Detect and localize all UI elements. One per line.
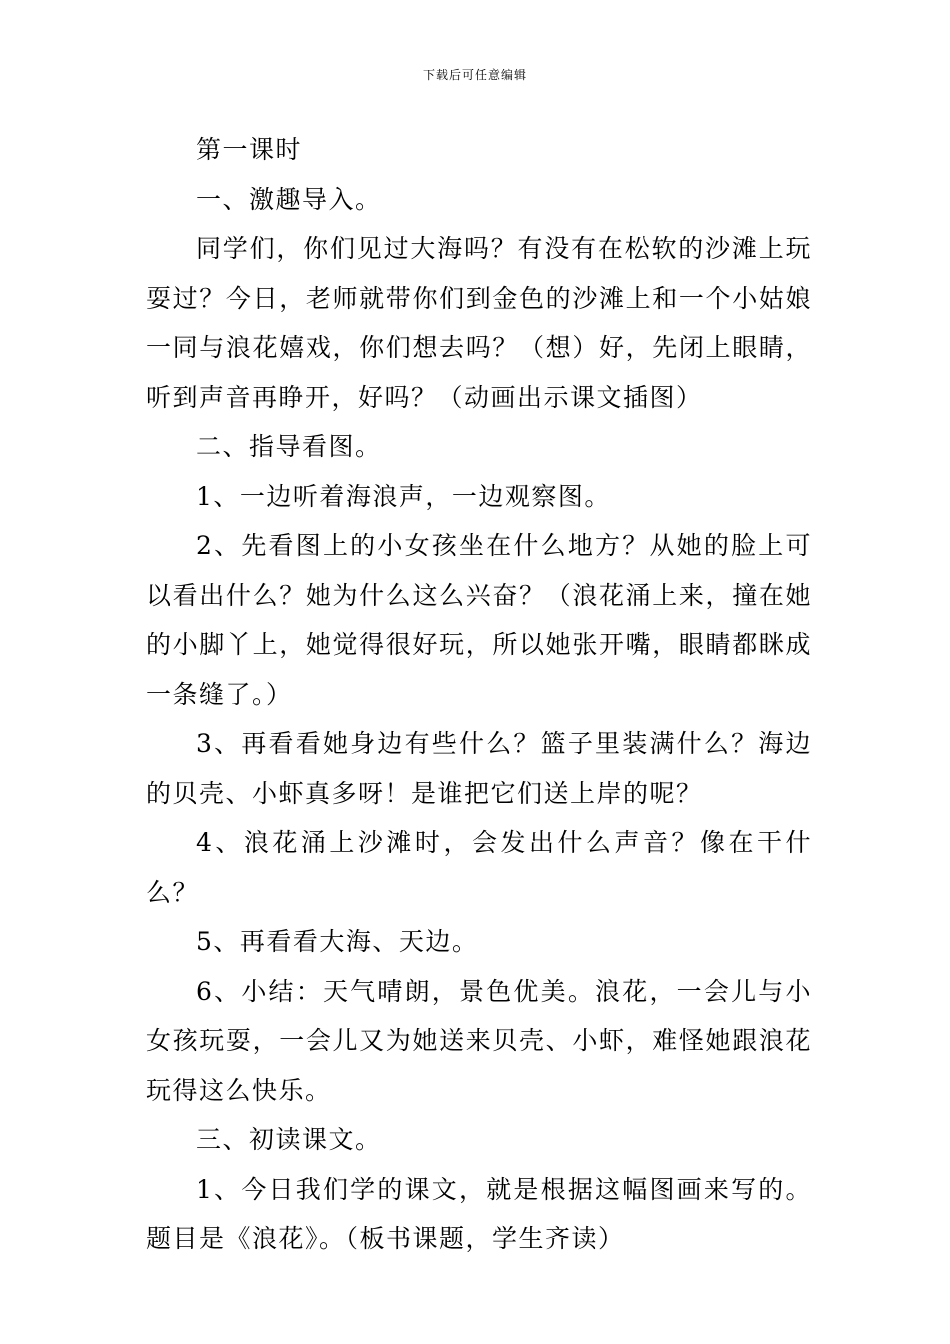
section-heading-first-reading: 三、初读课文。: [196, 1125, 382, 1154]
list-item-1: 1、一边听着海浪声，一边观察图。: [196, 481, 611, 511]
list-item-4: 4、浪花涌上沙滩时，会发出什么声音？像在干什么？: [146, 828, 812, 907]
list-item-2: 2、先看图上的小女孩坐在什么地方？从她的脸上可以看出什么？她为什么这么兴奋？（浪花涌上来，撞在她的小脚丫上，她觉得很好玩，所以她张开嘴，眼睛都眯成一条缝了。）: [146, 531, 812, 709]
paragraph-intro-dialogue: 同学们，你们见过大海吗？有没有在松软的沙滩上玩耍过？今日，老师就带你们到金色的沙滩上和一个小姑娘一同与浪花嬉戏，你们想去吗？（想）好，先闭上眼睛，听到声音再睁开，好吗？（动画出示课文插图）: [146, 234, 812, 412]
lesson-period-heading: 第一课时: [196, 135, 303, 164]
list-item-6-summary: 6、小结：天气晴朗，景色优美。浪花，一会儿与小女孩玩耍，一会儿又为她送来贝壳、小虾，难怪她跟浪花玩得这么快乐。: [146, 976, 812, 1105]
document-body: [146, 125, 812, 1264]
list-item-reading-1: 1、今日我们学的课文，就是根据这幅图画来写的。题目是《浪花》。（板书课题，学生齐读）: [146, 1174, 812, 1253]
list-item-5: 5、再看看大海、天边。: [196, 927, 479, 956]
section-heading-picture-guide: 二、指导看图。: [196, 432, 382, 461]
list-item-3: 3、再看看她身边有些什么？篮子里装满什么？海边的贝壳、小虾真多呀！是谁把它们送上岸的呢？: [146, 729, 812, 808]
page-header-note: 下载后可任意编辑: [422, 68, 527, 82]
section-heading-intro: 一、激趣导入。: [196, 184, 382, 214]
